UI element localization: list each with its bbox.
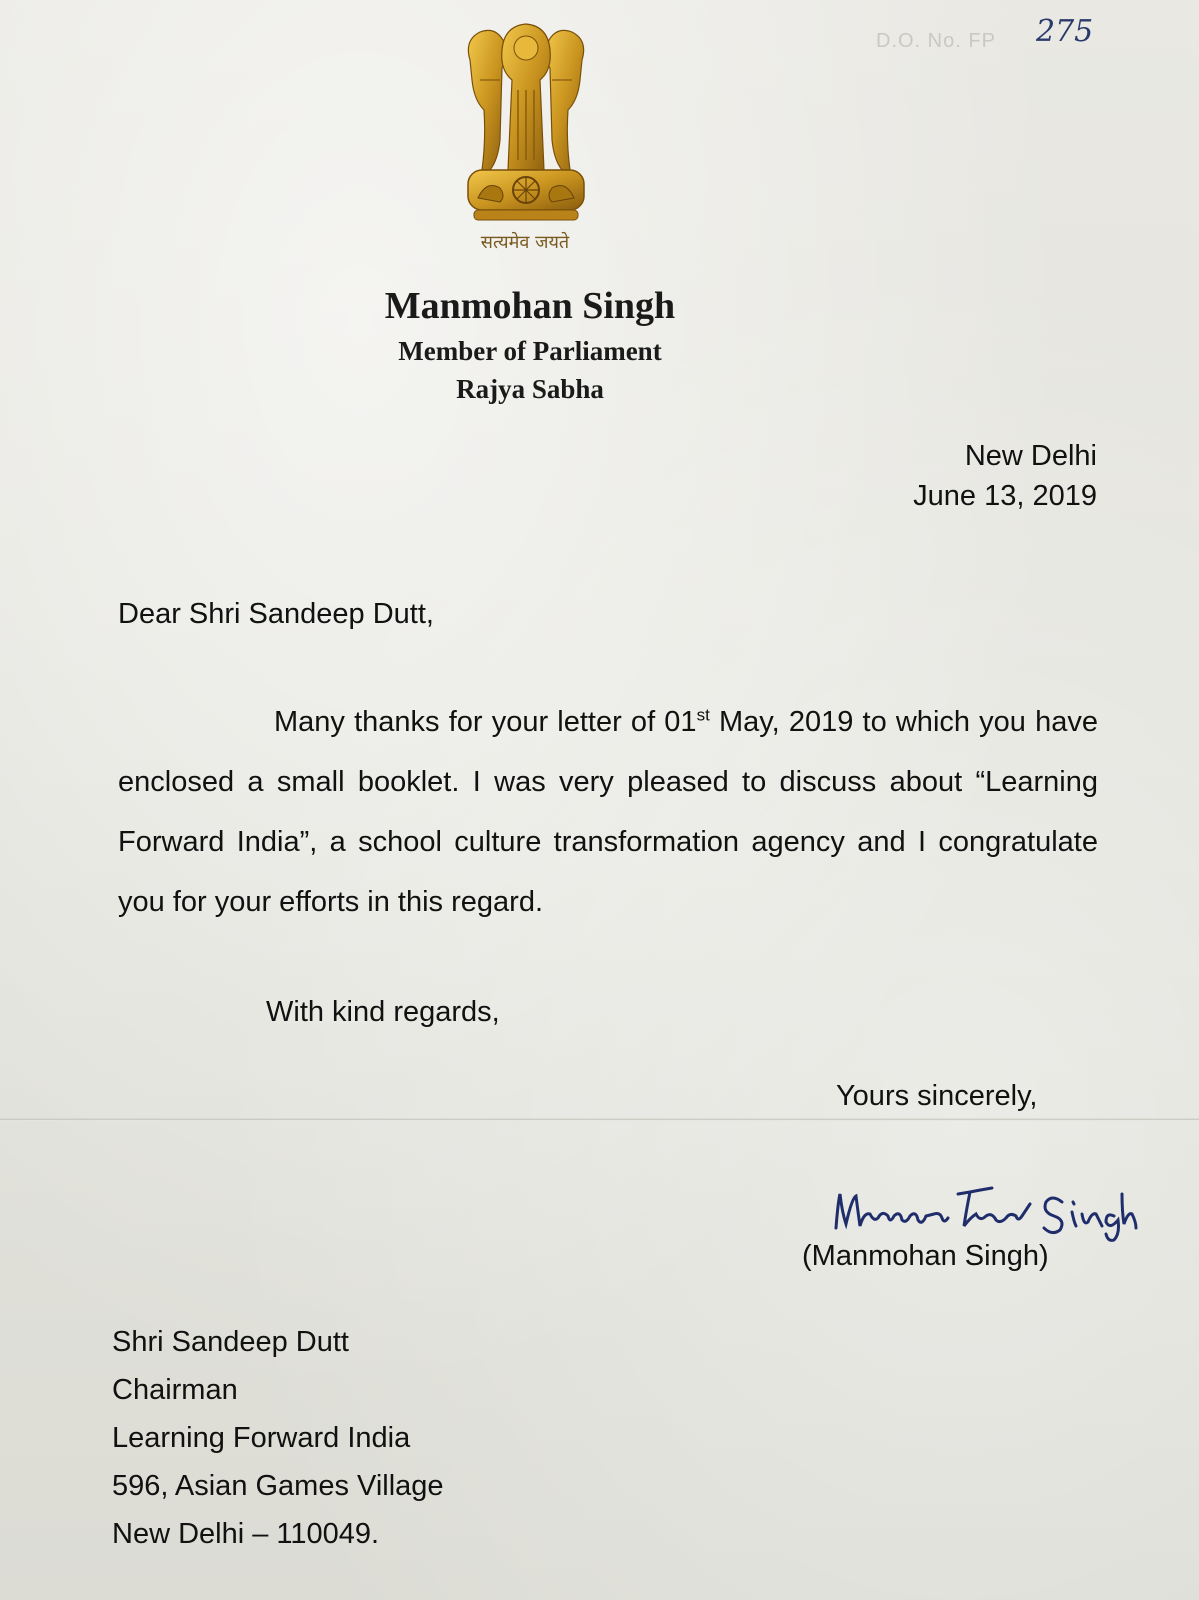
recipient-name: Shri Sandeep Dutt <box>112 1326 349 1358</box>
reference-printed-label: D.O. No. FP <box>876 30 996 52</box>
place-and-date <box>913 436 1097 516</box>
body-part-1: Many thanks for your letter of 01 <box>274 706 697 738</box>
letter-place: New Delhi <box>964 440 1097 472</box>
reference-handwritten-number: 275 <box>1036 14 1094 49</box>
letterhead-name: Manmohan Singh <box>384 285 676 327</box>
letter-date: June 13, 2019 <box>913 480 1097 512</box>
national-emblem-icon <box>460 20 592 230</box>
letter-body <box>118 692 1098 932</box>
letterhead-house: Rajya Sabha <box>456 374 604 404</box>
paper-fold-line <box>0 1118 1199 1121</box>
letterhead-role: Member of Parliament <box>398 336 662 366</box>
recipient-city: New Delhi – 110049. <box>112 1518 380 1550</box>
sign-off: Yours sincerely, <box>836 1080 1038 1112</box>
typed-signatory-name: (Manmohan Singh) <box>802 1240 1049 1272</box>
body-part-2: May, 2019 to which you have enclosed a small booklet. I was very pleased to discuss about “Learning Forward India”, a school culture transformation agency and I congratulate you for your efforts in this regard. <box>118 706 1098 918</box>
emblem-motto: सत्यमेव जयते <box>480 232 570 253</box>
body-superscript: st <box>696 705 710 725</box>
recipient-address-line: 596, Asian Games Village <box>112 1470 444 1502</box>
closing: With kind regards, <box>266 996 500 1028</box>
recipient-address <box>112 1318 444 1558</box>
handwritten-signature <box>830 1172 1140 1242</box>
recipient-title: Chairman <box>112 1374 238 1406</box>
salutation: Dear Shri Sandeep Dutt, <box>118 598 434 630</box>
recipient-organization: Learning Forward India <box>112 1422 411 1454</box>
